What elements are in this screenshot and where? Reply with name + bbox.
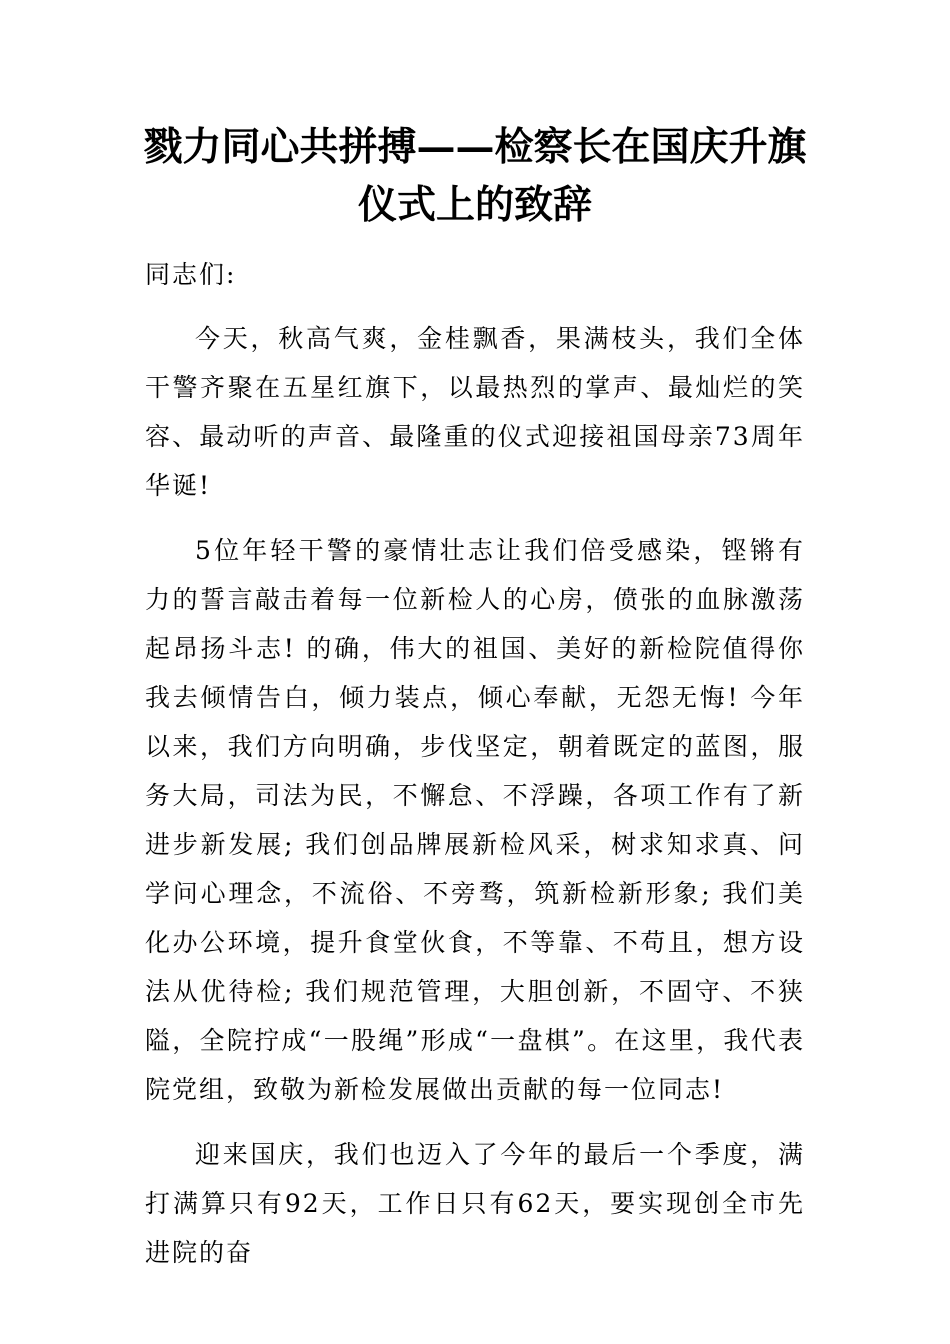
document-body bbox=[145, 250, 805, 1293]
paragraph-3: 迎来国庆，我们也迈入了今年的最后一个季度，满打满算只有92天，工作日只有62天，要实现创全市先进院的奋 bbox=[145, 1140, 805, 1267]
paragraph-2: 5位年轻干警的豪情壮志让我们倍受感染，铿锵有力的誓言敲击着每一位新检人的心房，偾张的血脉激荡起昂扬斗志! 的确，伟大的祖国、美好的新检院值得你我去倾情告白，倾力装点，倾心奉献，无怨无悔! 今年以来，我们方向明确，步伐坚定，朝着既定的蓝图，服务大局，司法为民，不懈怠、不浮躁，各项工作有了新进步新发展; 我们创品牌展新检风采，树求知求真、问学问心理念，不流俗、不旁骛，筑新检新形象; 我们美化办公环境，提升食堂伙食，不等靠、不苟且，想方设法从优待检; 我们规范管理，大胆创新，不固守、不狭隘，全院拧成“一股绳”形成“一盘棋”。在这里，我代表院党组，致敬为新检发展做出贡献的每一位同志! bbox=[145, 536, 805, 1104]
document-title: 戮力同心共拼搏——检察长在国庆升旗仪式上的致辞 bbox=[143, 124, 807, 228]
salutation: 同志们: bbox=[145, 260, 237, 289]
paragraph-1: 今天，秋高气爽，金桂飘香，果满枝头，我们全体干警齐聚在五星红旗下，以最热烈的掌声、最灿烂的笑容、最动听的声音、最隆重的仪式迎接祖国母亲73周年华诞! bbox=[145, 324, 805, 500]
